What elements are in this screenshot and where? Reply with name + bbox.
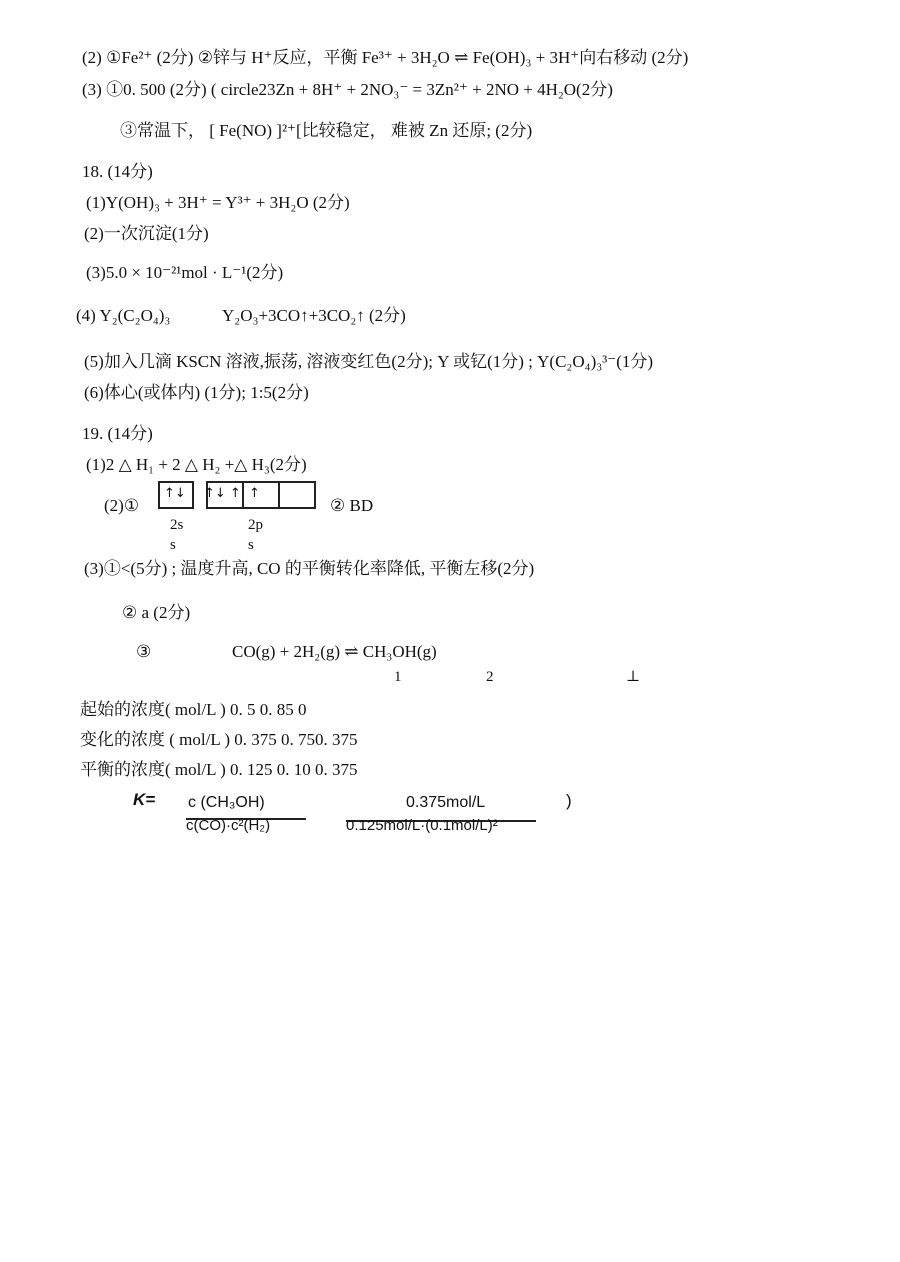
line-18-3: (3)5.0 × 10⁻²¹mol · L⁻¹(2分) [86, 263, 284, 282]
line-19-3c-num: ③ [136, 642, 152, 661]
orbital-divider [278, 481, 280, 509]
line-18-4a: (4) Y₂(C₂O₄)₃ [76, 306, 171, 325]
line-q3c: ③常温下， [ Fe(NO) ]²⁺[比较稳定， 难被 Zn 还原; (2分) [120, 121, 533, 140]
mark-1: 1 [394, 669, 402, 685]
orbital-label-2p: 2p [248, 517, 263, 533]
k-numerator-1: c (CH₃OH) [188, 794, 265, 811]
line-19-3b: ② a (2分) [122, 603, 191, 622]
line-q2: (2) ①Fe²⁺ (2分) ②锌与 H⁺反应，平衡 Fe³⁺ + 3H₂O ⇌ Fe(OH)₃ + 3H⁺向右移动 (2分) [82, 48, 689, 67]
orbital-2p-arrow: ↑ [249, 486, 260, 501]
line-19-2a: (2)① [104, 496, 140, 515]
orbital-label-2p-sub: s [248, 537, 254, 553]
heading-19: 19. (14分) [82, 424, 153, 443]
orbital-2s: ↑↓ [158, 481, 194, 509]
orbital-2p-arrows: ↑↓ ↑ [204, 486, 241, 501]
k-close-paren: ) [566, 791, 572, 810]
mark-3: ⊥ [626, 669, 641, 685]
orbital-divider [242, 481, 244, 509]
line-18-5: (5)加入几滴 KSCN 溶液,振荡, 溶液变红色(2分); Y 或钇(1分) ; Y(C₂O₄)₃³⁻(1分) [84, 352, 654, 371]
row-change-conc: 变化的浓度 ( mol/L ) 0. 375 0. 750. 375 [80, 730, 358, 749]
heading-18: 18. (14分) [82, 162, 153, 181]
mark-2: 2 [486, 669, 494, 685]
orbital-label-2s-sub: s [170, 537, 176, 553]
row-equilibrium-conc: 平衡的浓度( mol/L ) 0. 125 0. 10 0. 375 [80, 760, 358, 779]
line-18-2: (2)一次沉淀(1分) [84, 224, 209, 243]
line-q3: (3) ①0. 500 (2分) ( circle23Zn + 8H⁺ + 2NO₃⁻ = 3Zn²⁺ + 2NO + 4H₂O(2分) [82, 80, 613, 99]
k-label: K= [133, 790, 156, 809]
line-19-2b: ② BD [330, 496, 374, 515]
k-numerator-2: 0.375mol/L [406, 794, 486, 811]
line-18-4b: Y₂O₃+3CO↑+3CO₂↑ (2分) [222, 306, 406, 325]
row-start-conc: 起始的浓度( mol/L ) 0. 5 0. 85 0 [80, 700, 307, 719]
k-denominator-1: c(CO)·c²(H₂) [186, 817, 271, 834]
equilibrium-equation: CO(g) + 2H₂(g) ⇌ CH₃OH(g) [232, 642, 437, 661]
line-19-3: (3)①<(5分) ; 温度升高, CO 的平衡转化率降低, 平衡左移(2分) [84, 559, 535, 578]
line-18-1: (1)Y(OH)₃ + 3H⁺ = Y³⁺ + 3H₂O (2分) [86, 193, 350, 212]
line-19-1: (1)2 △ H₁ + 2 △ H₂ +△ H₃(2分) [86, 455, 307, 474]
k-denominator-2: 0.125mol/L·(0.1mol/L)² [346, 817, 498, 834]
line-18-6: (6)体心(或体内) (1分); 1:5(2分) [84, 383, 309, 402]
orbital-label-2s: 2s [170, 517, 184, 533]
